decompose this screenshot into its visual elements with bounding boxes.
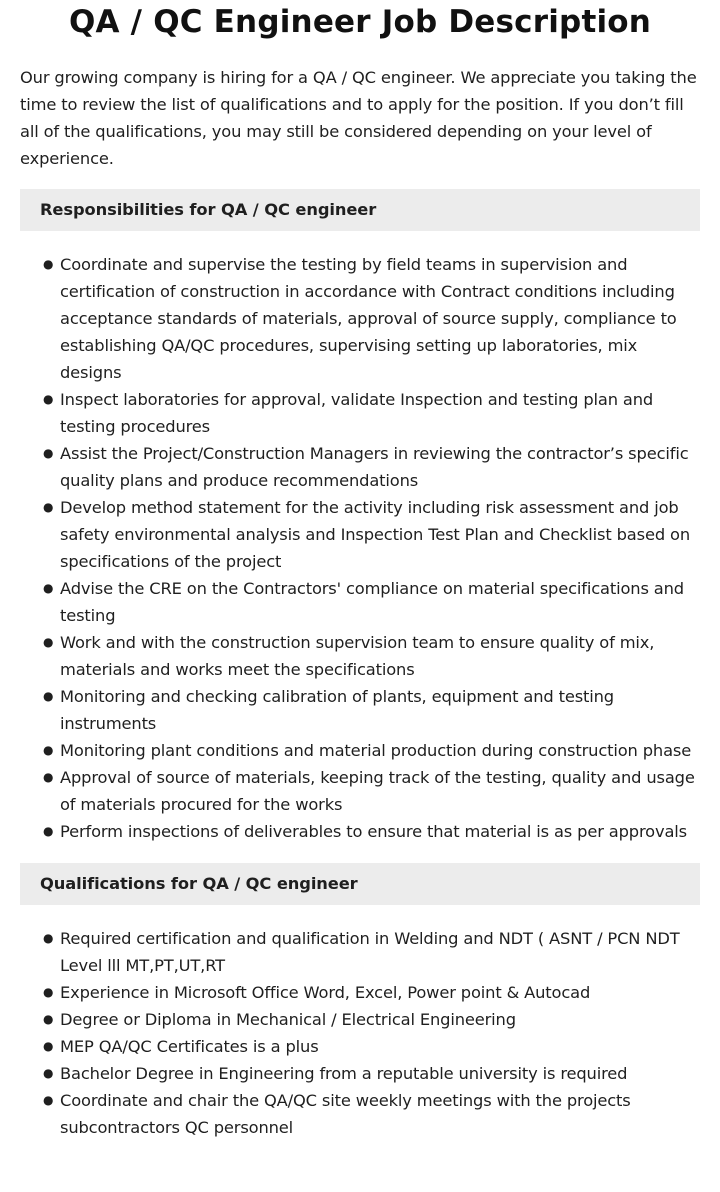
bullet-icon: ● bbox=[43, 257, 54, 271]
bullet-icon: ● bbox=[43, 446, 54, 460]
list-item: ● Required certification and qualification in Welding and NDT ( ASNT / PCN NDT Level lll MT,PT,UT,RT bbox=[60, 925, 700, 979]
bullet-icon: ● bbox=[43, 770, 54, 784]
list-item: ● Advise the CRE on the Contractors' compliance on material specifications and testing bbox=[60, 575, 700, 629]
list-item: ● Degree or Diploma in Mechanical / Electrical Engineering bbox=[60, 1006, 700, 1033]
list-item: ● Coordinate and chair the QA/QC site weekly meetings with the projects subcontractors QC personnel bbox=[60, 1087, 700, 1141]
list-item: ● Bachelor Degree in Engineering from a reputable university is required bbox=[60, 1060, 700, 1087]
list-item: ● Monitoring plant conditions and material production during construction phase bbox=[60, 737, 700, 764]
bullet-icon: ● bbox=[43, 1066, 54, 1080]
page-title: QA / QC Engineer Job Description bbox=[68, 4, 652, 40]
bullet-icon: ● bbox=[43, 985, 54, 999]
list-item: ● Approval of source of materials, keeping track of the testing, quality and usage of materials procured for the works bbox=[60, 764, 700, 818]
list-item: ● Assist the Project/Construction Managers in reviewing the contractor’s specific quality plans and produce recommendations bbox=[60, 440, 700, 494]
bullet-icon: ● bbox=[43, 581, 54, 595]
responsibilities-heading: Responsibilities for QA / QC engineer bbox=[20, 189, 700, 231]
bullet-icon: ● bbox=[43, 500, 54, 514]
qualifications-list bbox=[20, 925, 700, 1141]
intro-paragraph: Our growing company is hiring for a QA / QC engineer. We appreciate you taking the time to review the list of qualifications and to apply for the position. If you don’t fill all of the qualifications, you may still be considered depending on your level of experience. bbox=[20, 68, 697, 168]
bullet-icon: ● bbox=[43, 1012, 54, 1026]
bullet-icon: ● bbox=[43, 635, 54, 649]
list-item: ● MEP QA/QC Certificates is a plus bbox=[60, 1033, 700, 1060]
qualifications-heading: Qualifications for QA / QC engineer bbox=[20, 863, 700, 905]
list-item: ● Work and with the construction supervision team to ensure quality of mix, materials and works meet the specifications bbox=[60, 629, 700, 683]
bullet-icon: ● bbox=[43, 743, 54, 757]
bullet-icon: ● bbox=[43, 689, 54, 703]
responsibilities-list bbox=[20, 251, 700, 845]
list-item: ● Develop method statement for the activity including risk assessment and job safety environmental analysis and Inspection Test Plan and Checklist based on specifications of the project bbox=[60, 494, 700, 575]
bullet-icon: ● bbox=[43, 392, 54, 406]
bullet-icon: ● bbox=[43, 1093, 54, 1107]
list-item: ● Experience in Microsoft Office Word, Excel, Power point & Autocad bbox=[60, 979, 700, 1006]
bullet-icon: ● bbox=[43, 824, 54, 838]
list-item: ● Perform inspections of deliverables to ensure that material is as per approvals bbox=[60, 818, 700, 845]
bullet-icon: ● bbox=[43, 931, 54, 945]
bullet-icon: ● bbox=[43, 1039, 54, 1053]
list-item: ● Coordinate and supervise the testing by field teams in supervision and certification of construction in accordance with Contract conditions including acceptance standards of materials, approval of source supply, compliance to establishing QA/QC procedures, supervising setting up laboratories, mix designs bbox=[60, 251, 700, 386]
list-item: ● Monitoring and checking calibration of plants, equipment and testing instruments bbox=[60, 683, 700, 737]
list-item: ● Inspect laboratories for approval, validate Inspection and testing plan and testing procedures bbox=[60, 386, 700, 440]
